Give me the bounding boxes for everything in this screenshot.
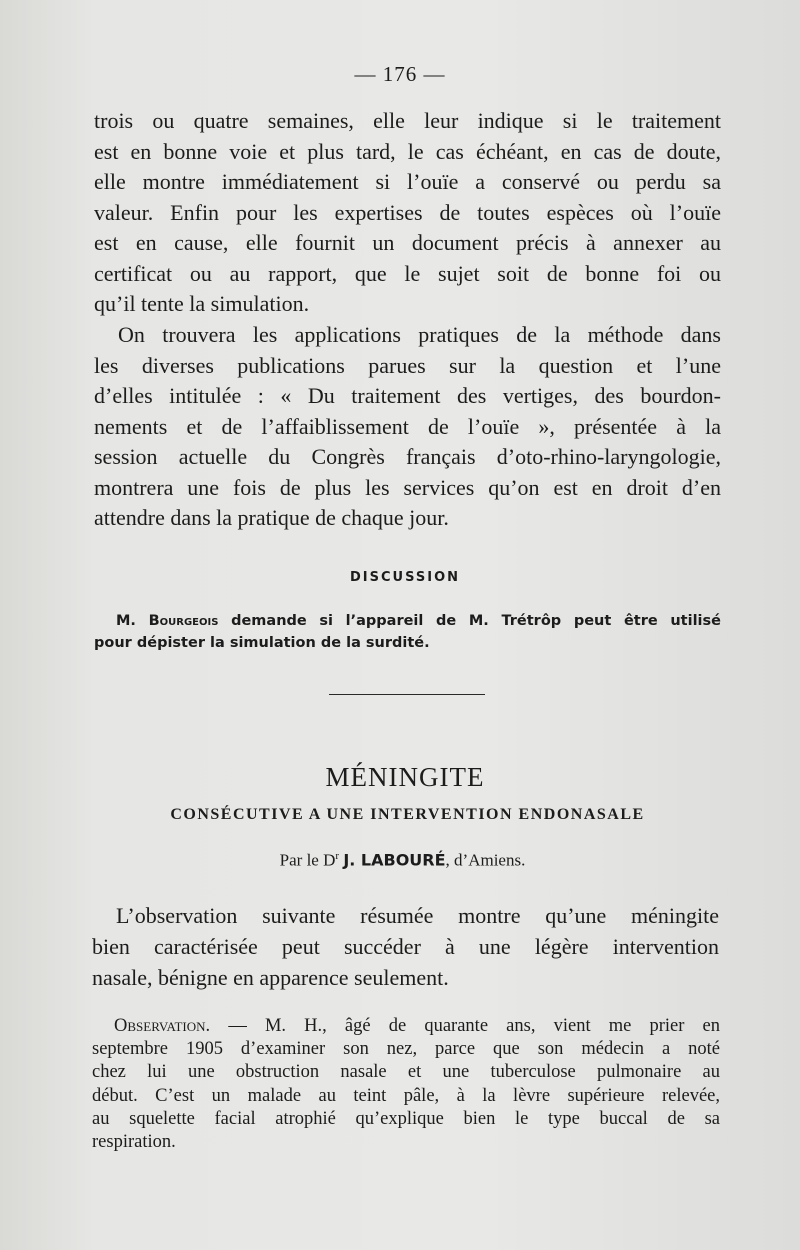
text-line: pour dépister la simulation de la surdité. [94, 635, 430, 651]
article-subtitle: CONSÉCUTIVE A UNE INTERVENTION ENDONASALE [170, 806, 645, 823]
text-line: montrera une fois de plus les services qu’on est en droit d’en [94, 474, 721, 500]
text-line: début. C’est un malade au teint pâle, à la lèvre supérieure relevée, [92, 1085, 720, 1106]
text-line: session actuelle du Congrès français d’oto-rhino-laryngologie, [94, 444, 721, 469]
text-line: qu’il tente la simulation. [94, 291, 310, 316]
observation-first-line: — M. H., âgé de quarante ans, vient me prier en [210, 1016, 720, 1036]
section-divider [329, 694, 485, 695]
text-line: L’observation suivante résumée montre qu’une méningite [116, 903, 719, 928]
author-sup: r [335, 850, 340, 862]
observation-paragraph [92, 1015, 720, 1154]
continuation-paragraph [94, 106, 721, 320]
article-author [0, 850, 800, 871]
author-suffix: , d’Amiens. [445, 850, 526, 870]
discussion-heading: DISCUSSION [350, 570, 460, 585]
text-line: attendre dans la pratique de chaque jour. [94, 505, 449, 530]
intro-paragraph [92, 900, 719, 993]
speaker-name: Bourgeois [148, 613, 219, 629]
applications-paragraph [94, 320, 721, 534]
discussion-paragraph [94, 610, 721, 654]
text-line: nements et de l’affaiblissement de l’ouïe », présentée à la [94, 413, 721, 439]
speaker-prefix: M. [116, 613, 136, 629]
page-number: — 176 — [354, 62, 446, 86]
article-title: MÉNINGITE [325, 762, 485, 792]
text-line: trois ou quatre semaines, elle leur indique si le traitement [94, 108, 721, 133]
author-name: J. LABOURÉ [343, 850, 446, 870]
text-line: chez lui une obstruction nasale et une tuberculose pulmonaire au [92, 1062, 720, 1083]
text-line: au squelette facial atrophié qu’explique bien le type buccal de sa [92, 1108, 720, 1129]
text-line [94, 610, 721, 632]
text-line: certificat ou au rapport, que le sujet soit de bonne foi ou [94, 260, 721, 286]
text-line: nasale, bénigne en apparence seulement. [92, 965, 449, 990]
text-line: elle montre immédiatement si l’ouïe a conservé ou perdu sa [94, 169, 721, 194]
text-line: les diverses publications parues sur la question et l’une [94, 352, 721, 378]
author-prefix: Par le D [279, 850, 336, 870]
text-line: bien caractérisée peut succéder à une légère intervention [92, 934, 719, 959]
text-line: est en bonne voie et plus tard, le cas échéant, en cas de doute, [94, 138, 721, 164]
text-line: respiration. [92, 1132, 176, 1153]
text-line: septembre 1905 d’examiner son nez, parce que son médecin a noté [92, 1039, 720, 1060]
discussion-line-rest: demande si l’appareil de M. Trétrôp peut être utilisé [231, 613, 721, 629]
observation-label: Observation. [114, 1016, 211, 1036]
text-line: On trouvera les applications pratiques de la méthode dans [118, 322, 721, 347]
text-line: d’elles intitulée : « Du traitement des vertiges, des bourdon- [94, 383, 721, 408]
text-line: valeur. Enfin pour les expertises de toutes espèces où l’ouïe [94, 199, 721, 225]
text-line: est en cause, elle fournit un document précis à annexer au [94, 230, 721, 255]
text-line [92, 1015, 720, 1038]
